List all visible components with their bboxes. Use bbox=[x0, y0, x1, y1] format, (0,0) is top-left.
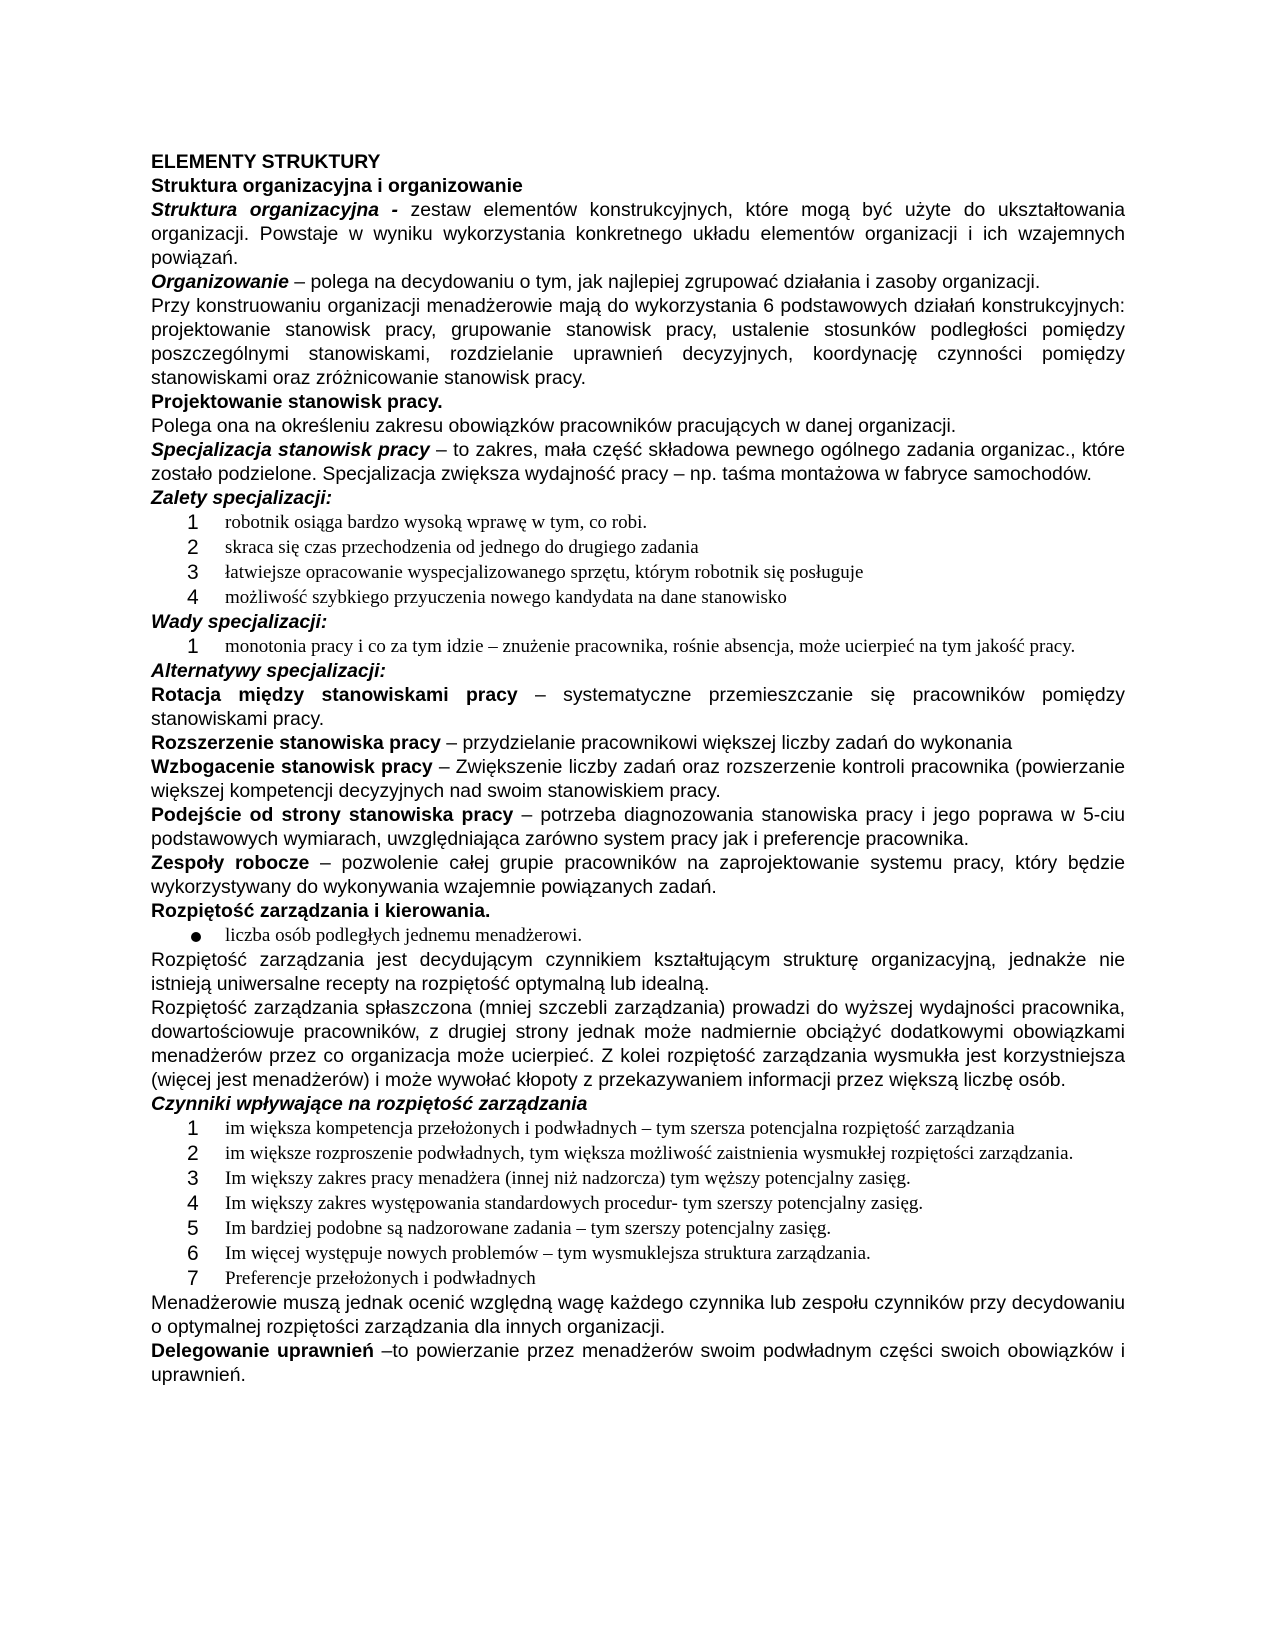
span-paragraph-2: Rozpiętość zarządzania spłaszczona (mniej szczebli zarządzania) prowadzi do wyższej wydajności pracownika, dowartościowuje pracowników, z drugiej strony jednak może nadmiernie obciążyć dodatkowymi obowiązkami menadżerów przez co organizacja może ucierpieć. Z kolei rozpiętość zarządzania wysmukła jest korzystniejsza (więcej jest menadżerów) i może wywołać kłopoty z przekazywaniem informacji przez większą liczbę osób. bbox=[151, 997, 1125, 1091]
item-number: 2 bbox=[187, 536, 199, 559]
list-item bbox=[151, 1266, 1125, 1291]
teams-definition bbox=[151, 851, 1125, 899]
construction-paragraph: Przy konstruowaniu organizacji menadżerowie mają do wykorzystania 6 podstawowych działań konstrukcyjnych: projektowanie stanowisk pracy, grupowanie stanowisk pracy, ustalenie stosunków podległości pomiędzy poszczególnymi stanowiskami, rozdzielanie uprawnień decyzyjnych, koordynację czynności pomiędzy stanowiskami oraz zróżnicowanie stanowisk pracy. bbox=[151, 295, 1125, 389]
item-number: 6 bbox=[187, 1242, 199, 1265]
factors-heading: Czynniki wpływające na rozpiętość zarządzania bbox=[151, 1093, 588, 1115]
span-bullets bbox=[151, 923, 1125, 948]
term-approach: Podejście od strony stanowiska pracy bbox=[151, 804, 514, 826]
item-text: monotonia pracy i co za tym idzie – znużenie pracownika, rośnie absencja, może ucierpieć na tym jakość pracy. bbox=[225, 636, 1076, 657]
item-number: 4 bbox=[187, 1192, 199, 1215]
job-design-text: Polega ona na określeniu zakresu obowiązków pracowników pracujących w danej organizacji. bbox=[151, 415, 957, 437]
item-number: 3 bbox=[187, 561, 199, 584]
item-text: łatwiejsze opracowanie wyspecjalizowanego sprzętu, którym robotnik się posługuje bbox=[225, 562, 864, 583]
item-number: 1 bbox=[187, 635, 199, 658]
span-heading: Rozpiętość zarządzania i kierowania. bbox=[151, 900, 491, 922]
term-rotation: Rotacja między stanowiskami pracy bbox=[151, 684, 518, 706]
enlargement-text: – przydzielanie pracownikowi większej liczby zadań do wykonania bbox=[440, 732, 1013, 754]
item-number: 7 bbox=[187, 1267, 199, 1290]
section-subtitle: Struktura organizacyjna i organizowanie bbox=[151, 175, 523, 197]
span-paragraph-1: Rozpiętość zarządzania jest decydującym czynnikiem kształtującym strukturę organizacyjną, jednakże nie istnieją uniwersalne recepty na rozpiętość optymalną lub idealną. bbox=[151, 949, 1125, 995]
item-text: Im większy zakres występowania standardowych procedur- tym szerszy potencjalny zasięg. bbox=[225, 1193, 924, 1214]
list-item bbox=[151, 510, 1125, 535]
item-text: im większa kompetencja przełożonych i podwładnych – tym szersza potencjalna rozpiętość zarządzania bbox=[225, 1118, 1015, 1139]
term-organizing: Organizowanie bbox=[151, 271, 289, 293]
item-number: 1 bbox=[187, 511, 199, 534]
factors-list bbox=[151, 1116, 1125, 1291]
approach-definition bbox=[151, 803, 1125, 851]
item-number: 4 bbox=[187, 586, 199, 609]
rotation-text: – systematyczne przemieszczanie się pracowników pomiędzy stanowiskami pracy. bbox=[151, 684, 1125, 730]
job-design-heading: Projektowanie stanowisk pracy. bbox=[151, 391, 443, 413]
item-number: 5 bbox=[187, 1217, 199, 1240]
alternatives-heading: Alternatywy specjalizacji: bbox=[151, 660, 386, 682]
advantages-list bbox=[151, 510, 1125, 610]
item-number: 1 bbox=[187, 1117, 199, 1140]
item-text: możliwość szybkiego przyuczenia nowego kandydata na dane stanowisko bbox=[225, 587, 787, 608]
list-item bbox=[151, 585, 1125, 610]
disadvantages-heading: Wady specjalizacji: bbox=[151, 611, 328, 633]
specialization-text: – to zakres, mała część składowa pewnego ogólnego zadania organizac., które zostało podzielone. Specjalizacja zwiększa wydajność pracy – np. taśma montażowa w fabryce samochodów. bbox=[151, 439, 1125, 485]
organizing-text: – polega na decydowaniu o tym, jak najlepiej zgrupować działania i zasoby organizacji. bbox=[288, 271, 1041, 293]
term-delegation: Delegowanie uprawnień bbox=[151, 1340, 375, 1362]
document-page bbox=[151, 150, 1125, 1387]
disadvantages-list bbox=[151, 634, 1125, 659]
item-text: Im większy zakres pracy menadżera (innej niż nadzorcza) tym węższy potencjalny zasięg. bbox=[225, 1168, 911, 1189]
list-item bbox=[151, 923, 1125, 948]
list-item bbox=[151, 1141, 1125, 1166]
delegation-text: –to powierzanie przez menadżerów swoim podwładnym części swoich obowiązków i uprawnień. bbox=[151, 1340, 1126, 1386]
item-number: 3 bbox=[187, 1167, 199, 1190]
teams-text: – pozwolenie całej grupie pracowników na zaprojektowanie systemu pracy, który będzie wykorzystywany do wykonywania wzajemnie powiązanych zadań. bbox=[151, 852, 1125, 898]
structure-definition bbox=[151, 198, 1125, 270]
delegation-definition bbox=[151, 1339, 1125, 1387]
rotation-definition bbox=[151, 683, 1125, 731]
item-text: im większe rozproszenie podwładnych, tym większa możliwość zaistnienia wysmukłej rozpiętości zarządzania. bbox=[225, 1143, 1074, 1164]
list-item bbox=[151, 1241, 1125, 1266]
list-item bbox=[151, 535, 1125, 560]
list-item bbox=[151, 1191, 1125, 1216]
term-enrichment: Wzbogacenie stanowisk pracy bbox=[151, 756, 433, 778]
list-item bbox=[151, 1166, 1125, 1191]
item-text: skraca się czas przechodzenia od jednego do drugiego zadania bbox=[225, 537, 699, 558]
term-teams: Zespoły robocze bbox=[151, 852, 310, 874]
organizing-definition bbox=[151, 270, 1125, 294]
structure-text: zestaw elementów konstrukcyjnych, które mogą być użyte do ukształtowania organizacji. Powstaje w wyniku wykorzystania konkretnego układu elementów organizacji i ich wzajemnych powiązań. bbox=[151, 199, 1126, 269]
factors-closing: Menadżerowie muszą jednak ocenić względną wagę każdego czynnika lub zespołu czynników przy decydowaniu o optymalnej rozpiętości zarządzania dla innych organizacji. bbox=[151, 1292, 1125, 1338]
enlargement-definition bbox=[151, 731, 1125, 755]
bullet-dot-icon bbox=[191, 932, 201, 942]
advantages-heading: Zalety specjalizacji: bbox=[151, 487, 333, 509]
list-item bbox=[151, 1116, 1125, 1141]
item-number: 2 bbox=[187, 1142, 199, 1165]
item-text: robotnik osiąga bardzo wysoką wprawę w tym, co robi. bbox=[225, 512, 648, 533]
list-item bbox=[151, 560, 1125, 585]
item-text: Preferencje przełożonych i podwładnych bbox=[225, 1268, 536, 1289]
document-title: ELEMENTY STRUKTURY bbox=[151, 151, 381, 173]
list-item bbox=[151, 1216, 1125, 1241]
term-specialization: Specjalizacja stanowisk pracy bbox=[151, 439, 430, 461]
item-text: Im więcej występuje nowych problemów – tym wysmuklejsza struktura zarządzania. bbox=[225, 1243, 871, 1264]
enrichment-text: – Zwiększenie liczby zadań oraz rozszerzenie kontroli pracownika (powierzanie większej kompetencji decyzyjnych nad swoim stanowiskiem pracy. bbox=[151, 756, 1125, 802]
list-item bbox=[151, 634, 1125, 659]
term-structure: Struktura organizacyjna - bbox=[151, 199, 399, 221]
item-text: Im bardziej podobne są nadzorowane zadania – tym szerszy potencjalny zasięg. bbox=[225, 1218, 832, 1239]
approach-text: – potrzeba diagnozowania stanowiska pracy i jego poprawa w 5-ciu podstawowych wymiarach, uwzględniająca zarówno system pracy jak i preferencje pracownika. bbox=[151, 804, 1125, 850]
specialization-definition bbox=[151, 438, 1125, 486]
term-enlargement: Rozszerzenie stanowiska pracy bbox=[151, 732, 441, 754]
item-text: liczba osób podległych jednemu menadżerowi. bbox=[225, 925, 583, 946]
enrichment-definition bbox=[151, 755, 1125, 803]
